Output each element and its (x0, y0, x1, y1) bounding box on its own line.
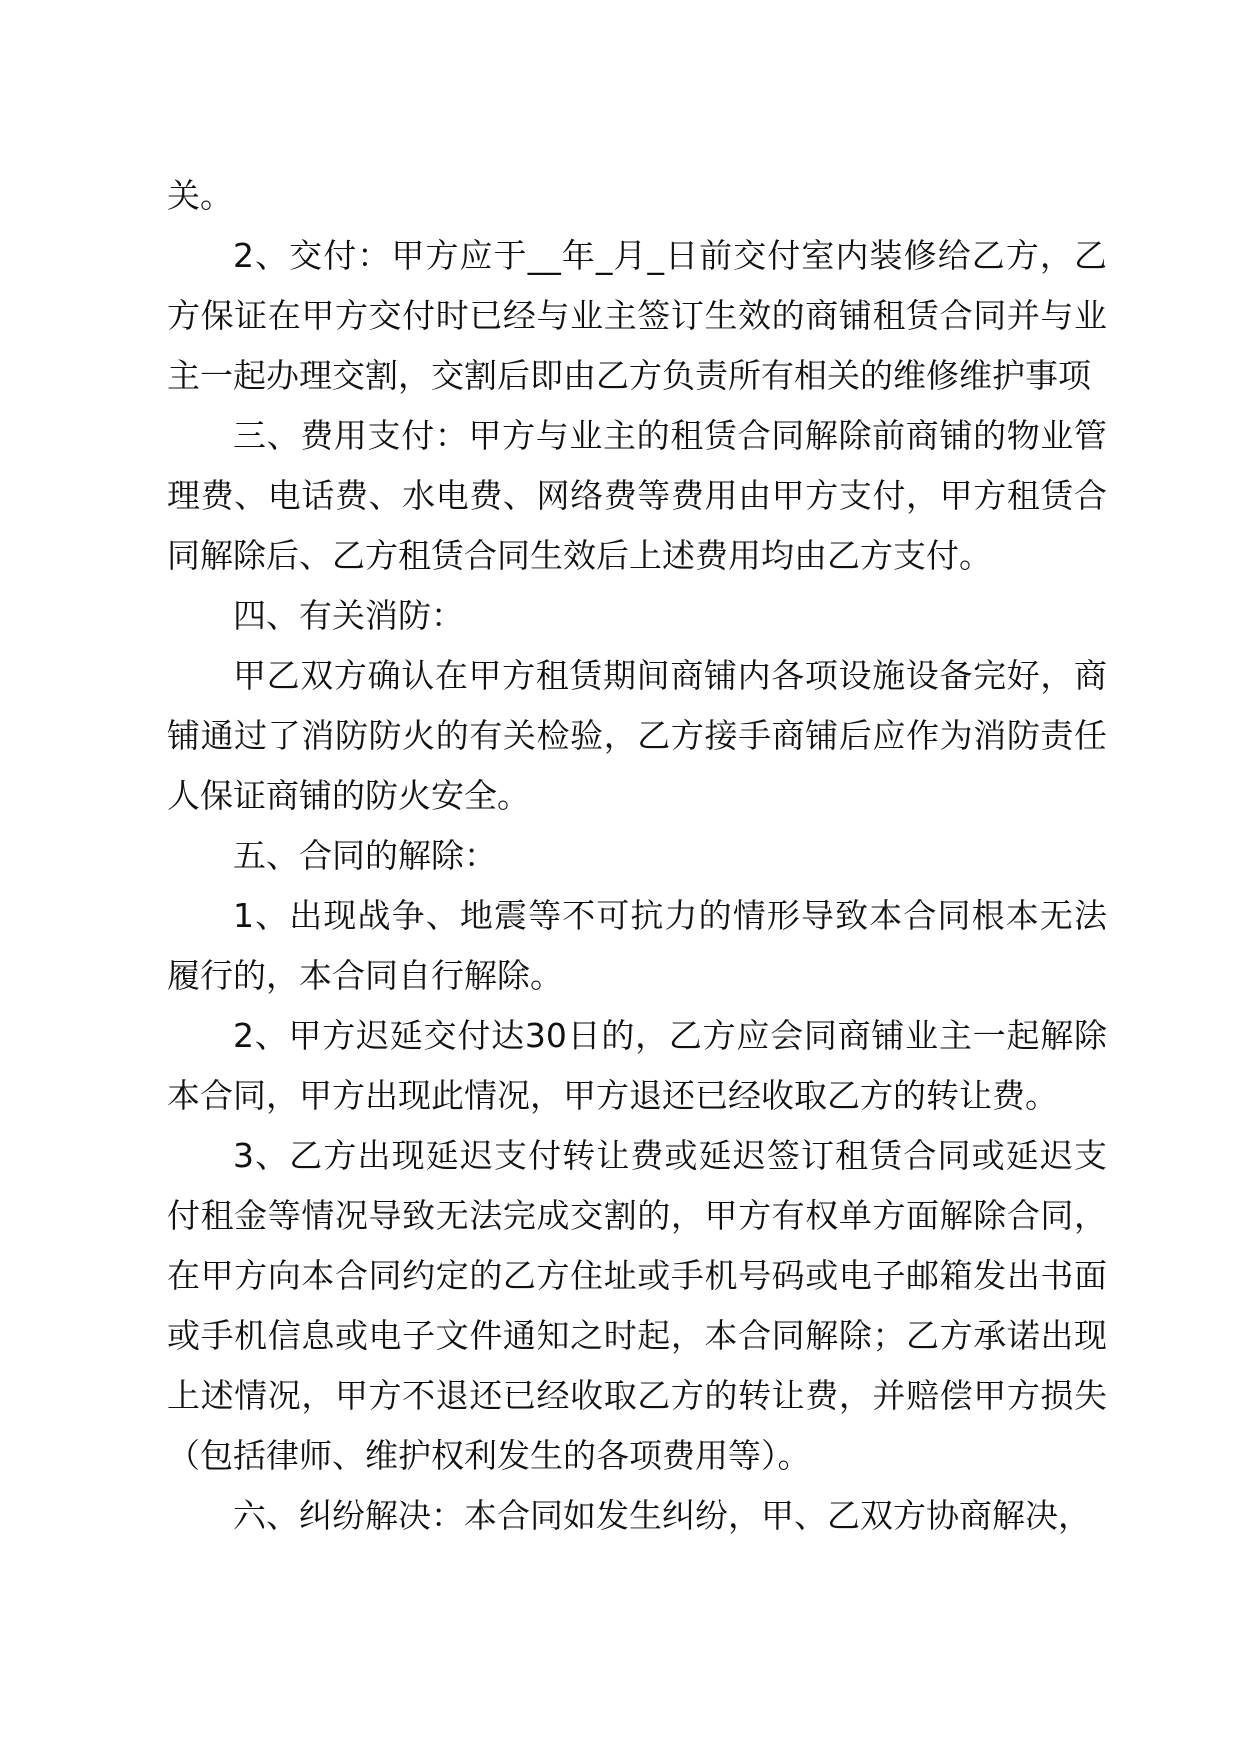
paragraph-continuation: 关。 (167, 176, 233, 215)
paragraph-delivery: 2、交付：甲方应于__年_月_日前交付室内装修给乙方，乙方保证在甲方交付时已经与业主签订生效的商铺租赁合同并与业主一起办理交割，交割后即由乙方负责所有相关的维修维护事项 (167, 236, 1107, 395)
paragraph-fire-safety: 甲乙双方确认在甲方租赁期间商铺内各项设施设备完好，商铺通过了消防防火的有关检验，乙方接手商铺后应作为消防责任人保证商铺的防火安全。 (167, 656, 1107, 815)
heading-fire-safety: 四、有关消防： (233, 596, 464, 635)
contract-body (167, 166, 1107, 1546)
heading-termination: 五、合同的解除： (233, 836, 497, 875)
paragraph-termination-2: 2、甲方迟延交付达30日的，乙方应会同商铺业主一起解除本合同，甲方出现此情况，甲方退还已经收取乙方的转让费。 (167, 1016, 1107, 1115)
paragraph-fee-payment: 三、费用支付：甲方与业主的租赁合同解除前商铺的物业管理费、电话费、水电费、网络费等费用由甲方支付，甲方租赁合同解除后、乙方租赁合同生效后上述费用均由乙方支付。 (167, 416, 1107, 575)
paragraph-termination-3: 3、乙方出现延迟支付转让费或延迟签订租赁合同或延迟支付租金等情况导致无法完成交割的，甲方有权单方面解除合同，在甲方向本合同约定的乙方住址或手机号码或电子邮箱发出书面或手机信息或电子文件通知之时起，本合同解除；乙方承诺出现上述情况，甲方不退还已经收取乙方的转让费，并赔偿甲方损失（包括律师、维护权利发生的各项费用等）。 (167, 1136, 1107, 1475)
paragraph-termination-1: 1、出现战争、地震等不可抗力的情形导致本合同根本无法履行的，本合同自行解除。 (167, 896, 1107, 995)
paragraph-dispute-resolution: 六、纠纷解决：本合同如发生纠纷，甲、乙双方协商解决， (233, 1496, 1091, 1535)
